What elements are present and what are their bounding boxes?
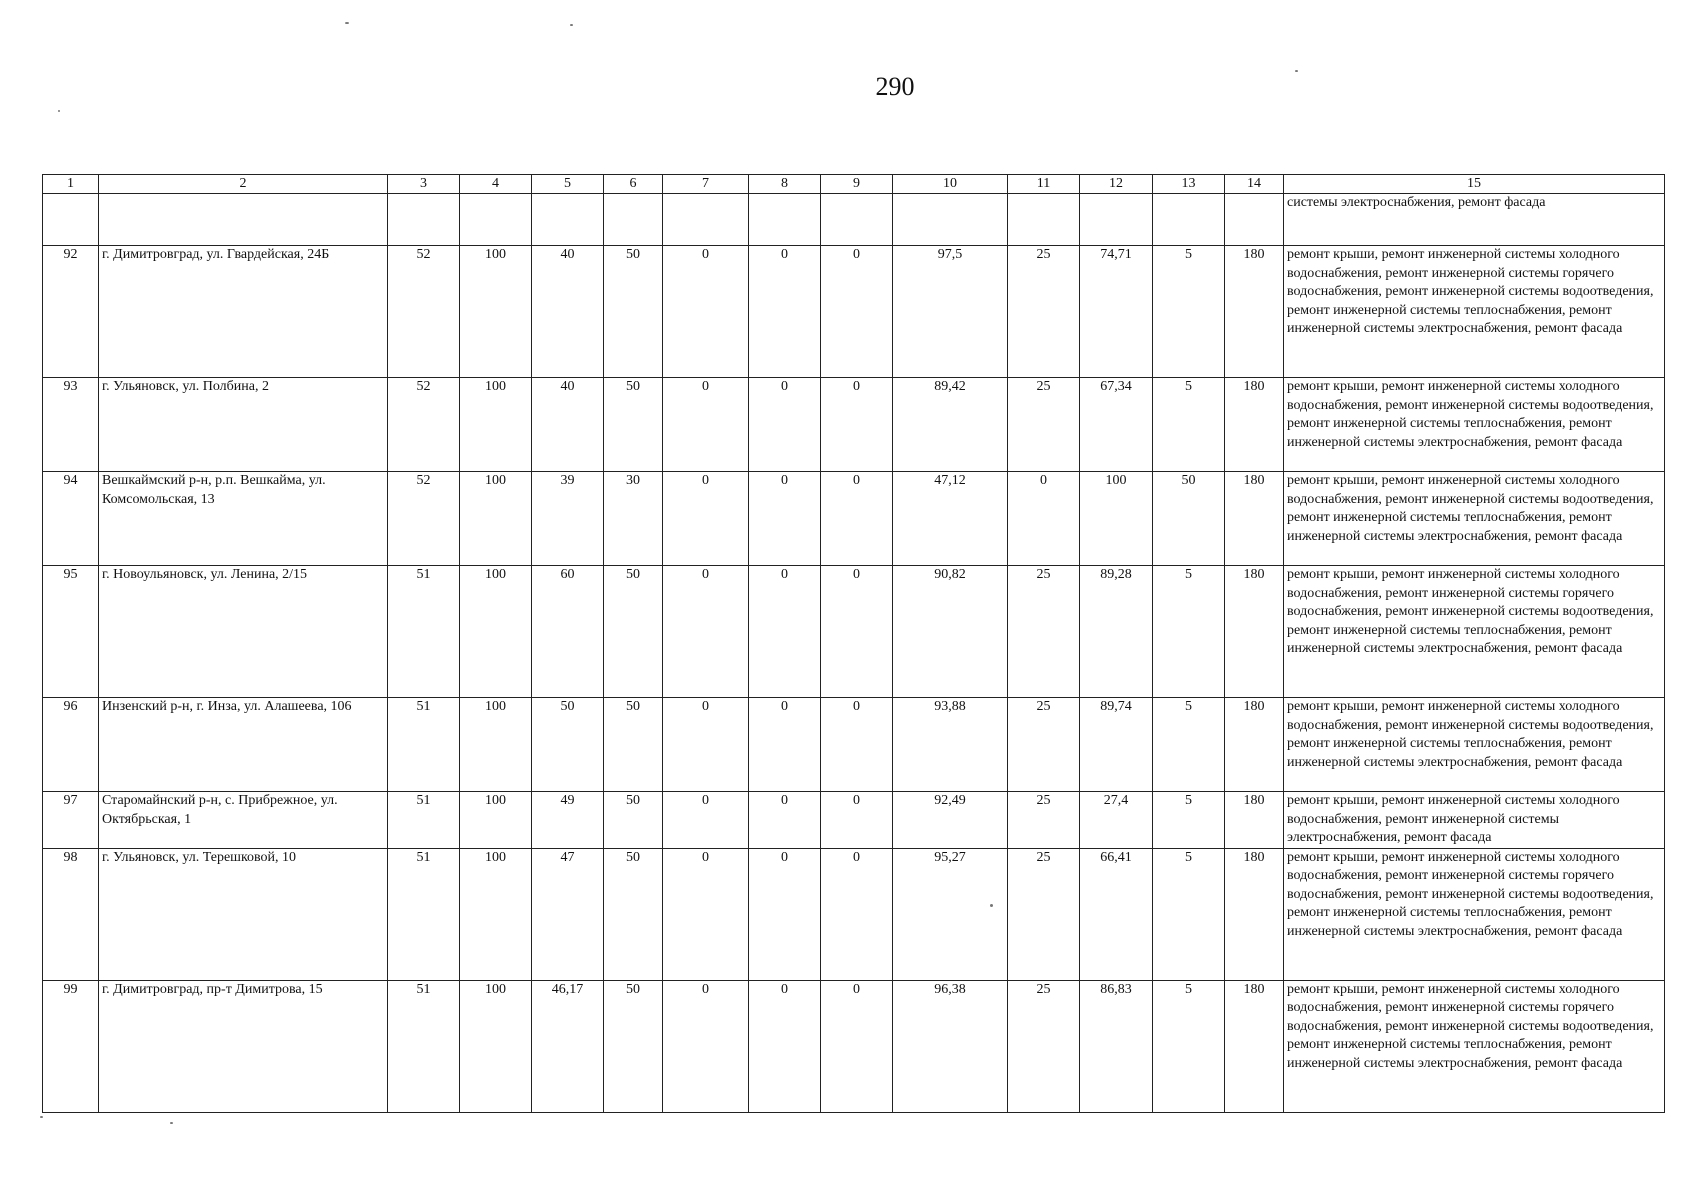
value-cell: 0 — [821, 792, 893, 849]
table-cell — [388, 194, 460, 246]
value-cell: 25 — [1008, 378, 1080, 472]
value-cell: 46,17 — [532, 980, 604, 1112]
value-cell: 86,83 — [1080, 980, 1153, 1112]
row-number-cell: 97 — [43, 792, 99, 849]
column-header: 4 — [460, 175, 532, 194]
value-cell: 25 — [1008, 792, 1080, 849]
address-cell: г. Новоульяновск, ул. Ленина, 2/15 — [99, 566, 388, 698]
value-cell: 47 — [532, 848, 604, 980]
value-cell: 100 — [460, 698, 532, 792]
value-cell: 50 — [604, 246, 663, 378]
works-cell: ремонт крыши, ремонт инженерной системы холодного водоснабжения, ремонт инженерной системы горячего водоснабжения, ремонт инженерной системы водоотведения, ремонт инженерной системы теплоснабжения, ремонт инженерной системы электроснабжения, ремонт фасада — [1284, 848, 1665, 980]
table-row — [43, 566, 1665, 698]
value-cell: 180 — [1225, 472, 1284, 566]
value-cell: 0 — [749, 566, 821, 698]
scan-speck — [170, 1122, 173, 1124]
table-cell — [532, 194, 604, 246]
scan-speck — [570, 24, 573, 26]
value-cell: 100 — [460, 980, 532, 1112]
table-cell — [99, 194, 388, 246]
table-cell — [43, 194, 99, 246]
value-cell: 89,42 — [893, 378, 1008, 472]
value-cell: 5 — [1153, 246, 1225, 378]
value-cell: 89,28 — [1080, 566, 1153, 698]
value-cell: 5 — [1153, 848, 1225, 980]
value-cell: 47,12 — [893, 472, 1008, 566]
value-cell: 52 — [388, 472, 460, 566]
value-cell: 100 — [460, 246, 532, 378]
address-cell: г. Ульяновск, ул. Полбина, 2 — [99, 378, 388, 472]
table-cell — [821, 194, 893, 246]
scan-speck — [1295, 70, 1298, 72]
value-cell: 100 — [460, 378, 532, 472]
column-header: 1 — [43, 175, 99, 194]
table-cell — [1080, 194, 1153, 246]
value-cell: 0 — [821, 566, 893, 698]
value-cell: 0 — [749, 472, 821, 566]
value-cell: 0 — [1008, 472, 1080, 566]
value-cell: 50 — [604, 378, 663, 472]
value-cell: 5 — [1153, 566, 1225, 698]
value-cell: 25 — [1008, 566, 1080, 698]
value-cell: 40 — [532, 246, 604, 378]
value-cell: 0 — [821, 378, 893, 472]
column-number-header-row — [43, 175, 1665, 194]
value-cell: 97,5 — [893, 246, 1008, 378]
value-cell: 67,34 — [1080, 378, 1153, 472]
value-cell: 50 — [604, 848, 663, 980]
works-cell: ремонт крыши, ремонт инженерной системы холодного водоснабжения, ремонт инженерной системы водоотведения, ремонт инженерной системы теплоснабжения, ремонт инженерной системы электроснабжения, ремонт фасада — [1284, 378, 1665, 472]
value-cell: 180 — [1225, 792, 1284, 849]
works-cell: ремонт крыши, ремонт инженерной системы холодного водоснабжения, ремонт инженерной системы водоотведения, ремонт инженерной системы теплоснабжения, ремонт инженерной системы электроснабжения, ремонт фасада — [1284, 472, 1665, 566]
value-cell: 0 — [663, 566, 749, 698]
table-cell — [1008, 194, 1080, 246]
value-cell: 5 — [1153, 698, 1225, 792]
value-cell: 0 — [663, 246, 749, 378]
value-cell: 180 — [1225, 848, 1284, 980]
value-cell: 180 — [1225, 378, 1284, 472]
table-cell — [604, 194, 663, 246]
column-header: 7 — [663, 175, 749, 194]
value-cell: 51 — [388, 792, 460, 849]
table-cell — [1153, 194, 1225, 246]
column-header: 12 — [1080, 175, 1153, 194]
column-header: 8 — [749, 175, 821, 194]
address-cell: Старомайнский р-н, с. Прибрежное, ул. Октябрьская, 1 — [99, 792, 388, 849]
value-cell: 60 — [532, 566, 604, 698]
value-cell: 100 — [460, 566, 532, 698]
value-cell: 51 — [388, 848, 460, 980]
value-cell: 93,88 — [893, 698, 1008, 792]
row-number-cell: 96 — [43, 698, 99, 792]
value-cell: 90,82 — [893, 566, 1008, 698]
value-cell: 100 — [460, 792, 532, 849]
value-cell: 0 — [749, 848, 821, 980]
value-cell: 0 — [821, 246, 893, 378]
value-cell: 0 — [749, 792, 821, 849]
value-cell: 0 — [749, 246, 821, 378]
value-cell: 100 — [1080, 472, 1153, 566]
works-cell: ремонт крыши, ремонт инженерной системы холодного водоснабжения, ремонт инженерной системы горячего водоснабжения, ремонт инженерной системы водоотведения, ремонт инженерной системы теплоснабжения, ремонт инженерной системы электроснабжения, ремонт фасада — [1284, 566, 1665, 698]
value-cell: 89,74 — [1080, 698, 1153, 792]
value-cell: 100 — [460, 848, 532, 980]
value-cell: 40 — [532, 378, 604, 472]
row-number-cell: 93 — [43, 378, 99, 472]
scan-speck — [58, 110, 60, 112]
value-cell: 0 — [663, 792, 749, 849]
value-cell: 5 — [1153, 980, 1225, 1112]
address-cell: Вешкаймский р-н, р.п. Вешкайма, ул. Комсомольская, 13 — [99, 472, 388, 566]
value-cell: 96,38 — [893, 980, 1008, 1112]
table-row — [43, 472, 1665, 566]
value-cell: 0 — [663, 980, 749, 1112]
address-cell: г. Димитровград, пр-т Димитрова, 15 — [99, 980, 388, 1112]
value-cell: 180 — [1225, 566, 1284, 698]
value-cell: 0 — [821, 472, 893, 566]
value-cell: 25 — [1008, 246, 1080, 378]
column-header: 13 — [1153, 175, 1225, 194]
column-header: 15 — [1284, 175, 1665, 194]
value-cell: 180 — [1225, 698, 1284, 792]
value-cell: 52 — [388, 378, 460, 472]
value-cell: 50 — [1153, 472, 1225, 566]
scan-speck — [990, 904, 993, 907]
table-cell — [663, 194, 749, 246]
value-cell: 51 — [388, 980, 460, 1112]
value-cell: 92,49 — [893, 792, 1008, 849]
works-cell: ремонт крыши, ремонт инженерной системы холодного водоснабжения, ремонт инженерной системы горячего водоснабжения, ремонт инженерной системы водоотведения, ремонт инженерной системы теплоснабжения, ремонт инженерной системы электроснабжения, ремонт фасада — [1284, 246, 1665, 378]
column-header: 11 — [1008, 175, 1080, 194]
value-cell: 0 — [663, 698, 749, 792]
continuation-row — [43, 194, 1665, 246]
table-cell — [749, 194, 821, 246]
value-cell: 50 — [604, 698, 663, 792]
value-cell: 5 — [1153, 378, 1225, 472]
table-cell — [893, 194, 1008, 246]
value-cell: 50 — [604, 792, 663, 849]
row-number-cell: 94 — [43, 472, 99, 566]
column-header: 10 — [893, 175, 1008, 194]
table-row — [43, 848, 1665, 980]
table-cell — [1225, 194, 1284, 246]
column-header: 6 — [604, 175, 663, 194]
value-cell: 180 — [1225, 246, 1284, 378]
value-cell: 52 — [388, 246, 460, 378]
value-cell: 5 — [1153, 792, 1225, 849]
page-number: 290 — [875, 72, 915, 101]
value-cell: 0 — [821, 848, 893, 980]
value-cell: 66,41 — [1080, 848, 1153, 980]
works-cell: системы электроснабжения, ремонт фасада — [1284, 194, 1665, 246]
row-number-cell: 95 — [43, 566, 99, 698]
row-number-cell: 98 — [43, 848, 99, 980]
value-cell: 100 — [460, 472, 532, 566]
table-cell — [460, 194, 532, 246]
value-cell: 49 — [532, 792, 604, 849]
scan-speck — [345, 22, 349, 24]
table-row — [43, 792, 1665, 849]
scan-speck — [40, 1116, 43, 1118]
value-cell: 50 — [532, 698, 604, 792]
address-cell: г. Димитровград, ул. Гвардейская, 24Б — [99, 246, 388, 378]
value-cell: 0 — [749, 698, 821, 792]
value-cell: 74,71 — [1080, 246, 1153, 378]
works-cell: ремонт крыши, ремонт инженерной системы холодного водоснабжения, ремонт инженерной системы водоотведения, ремонт инженерной системы теплоснабжения, ремонт инженерной системы электроснабжения, ремонт фасада — [1284, 698, 1665, 792]
value-cell: 0 — [663, 472, 749, 566]
works-cell: ремонт крыши, ремонт инженерной системы холодного водоснабжения, ремонт инженерной системы горячего водоснабжения, ремонт инженерной системы водоотведения, ремонт инженерной системы теплоснабжения, ремонт инженерной системы электроснабжения, ремонт фасада — [1284, 980, 1665, 1112]
value-cell: 25 — [1008, 980, 1080, 1112]
column-header: 9 — [821, 175, 893, 194]
value-cell: 30 — [604, 472, 663, 566]
value-cell: 95,27 — [893, 848, 1008, 980]
table-row — [43, 378, 1665, 472]
table-row — [43, 980, 1665, 1112]
value-cell: 50 — [604, 980, 663, 1112]
value-cell: 0 — [821, 698, 893, 792]
value-cell: 0 — [821, 980, 893, 1112]
value-cell: 25 — [1008, 848, 1080, 980]
value-cell: 27,4 — [1080, 792, 1153, 849]
repair-program-table — [42, 174, 1665, 1113]
address-cell: Инзенский р-н, г. Инза, ул. Алашеева, 106 — [99, 698, 388, 792]
table-row — [43, 246, 1665, 378]
row-number-cell: 92 — [43, 246, 99, 378]
value-cell: 39 — [532, 472, 604, 566]
value-cell: 50 — [604, 566, 663, 698]
column-header: 5 — [532, 175, 604, 194]
value-cell: 180 — [1225, 980, 1284, 1112]
value-cell: 51 — [388, 698, 460, 792]
column-header: 3 — [388, 175, 460, 194]
table-row — [43, 698, 1665, 792]
value-cell: 0 — [749, 980, 821, 1112]
works-cell: ремонт крыши, ремонт инженерной системы холодного водоснабжения, ремонт инженерной системы электроснабжения, ремонт фасада — [1284, 792, 1665, 849]
column-header: 2 — [99, 175, 388, 194]
value-cell: 51 — [388, 566, 460, 698]
column-header: 14 — [1225, 175, 1284, 194]
value-cell: 25 — [1008, 698, 1080, 792]
address-cell: г. Ульяновск, ул. Терешковой, 10 — [99, 848, 388, 980]
row-number-cell: 99 — [43, 980, 99, 1112]
value-cell: 0 — [663, 378, 749, 472]
value-cell: 0 — [749, 378, 821, 472]
value-cell: 0 — [663, 848, 749, 980]
